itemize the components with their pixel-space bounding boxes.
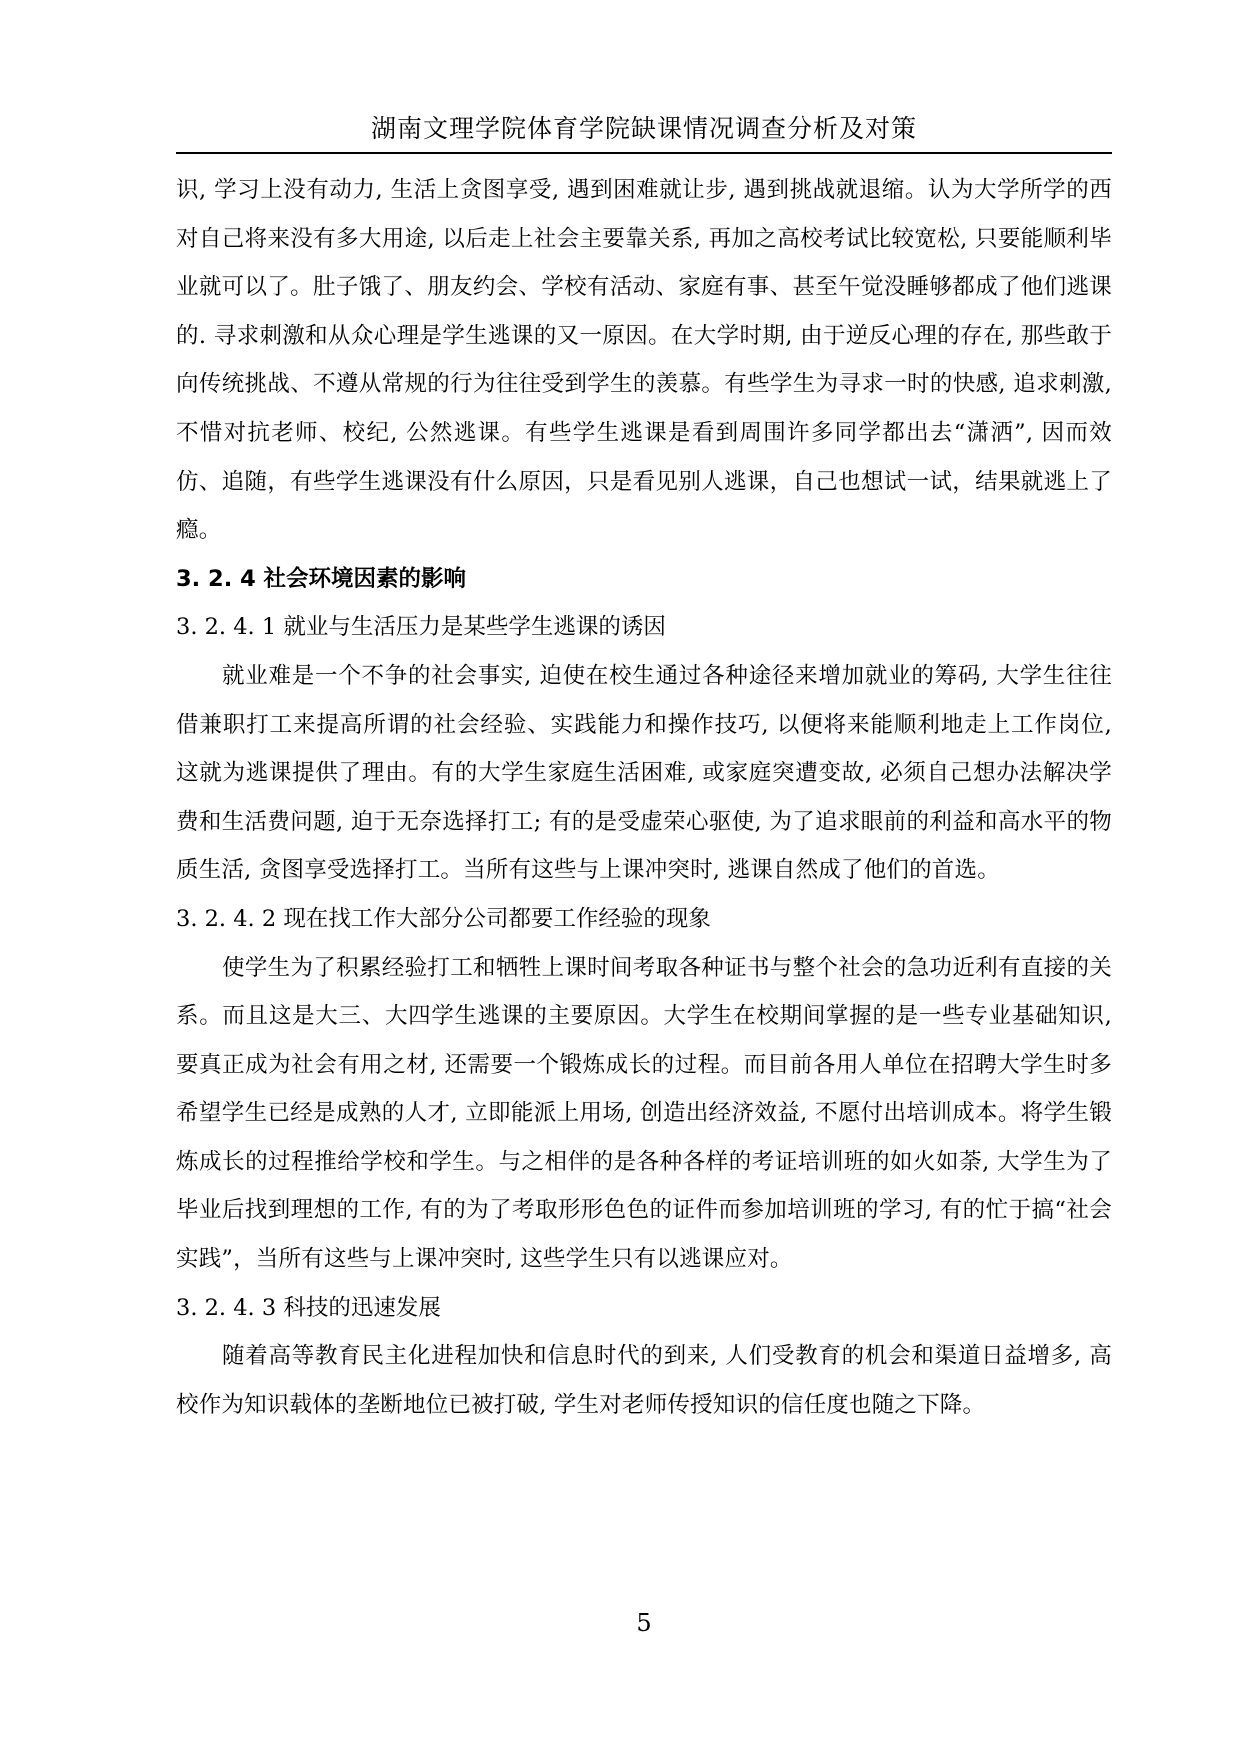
subsection-heading-3-2-4-2: 3. 2. 4. 2 现在找工作大部分公司都要工作经验的现象 <box>176 905 711 932</box>
paragraph-technology: 随着高等教育民主化进程加快和信息时代的到来, 人们受教育的机会和渠道日益增多, 高校作为知识载体的垄断地位已被打破, 学生对老师传授知识的信任度也随之下降。 <box>176 1343 1112 1418</box>
paragraph-employment-pressure: 就业难是一个不争的社会事实, 迫使在校生通过各种途径来增加就业的筹码, 大学生往往借兼职打工来提高所谓的社会经验、实践能力和操作技巧, 以便将来能顺利地走上工作岗位, 这就为逃课提供了理由。有的大学生家庭生活困难, 或家庭突遭变故, 必须自己想办法解决学费和生活费问题, 迫于无奈选择打工; 有的是受虚荣心驱使, 为了追求眼前的利益和高水平的物质生活, 贪图享受选择打工。当所有这些与上课冲突时, 逃课自然成了他们的首选。 <box>176 662 1112 884</box>
header-rule <box>176 152 1112 154</box>
subsection-heading-3-2-4-1: 3. 2. 4. 1 就业与生活压力是某些学生逃课的诱因 <box>176 614 666 641</box>
running-header-title: 湖南文理学院体育学院缺课情况调查分析及对策 <box>370 114 917 143</box>
body-text <box>176 166 1112 1429</box>
paragraph-work-experience: 使学生为了积累经验打工和牺牲上课时间考取各种证书与整个社会的急功近利有直接的关系。而且这是大三、大四学生逃课的主要原因。大学生在校期间掌握的是一些专业基础知识, 要真正成为社会有用之材, 还需要一个锻炼成长的过程。而目前各用人单位在招聘大学生时多希望学生已经是成熟的人才, 立即能派上用场, 创造出经济效益, 不愿付出培训成本。将学生锻炼成长的过程推给学校和学生。与之相伴的是各种各样的考证培训班的如火如荼, 大学生为了毕业后找到理想的工作, 有的为了考取形形色色的证件而参加培训班的学习, 有的忙于搞“社会实践”，当所有这些与上课冲突时, 这些学生只有以逃课应对。 <box>176 954 1112 1273</box>
page-number: 5 <box>636 1609 652 1637</box>
subsection-heading-3-2-4-3: 3. 2. 4. 3 科技的迅速发展 <box>176 1294 441 1321</box>
section-heading-3-2-4: 3. 2. 4 社会环境因素的影响 <box>176 565 467 592</box>
paragraph-continuation: 识, 学习上没有动力, 生活上贪图享受, 遇到困难就让步, 遇到挑战就退缩。认为大学所学的西对自己将来没有多大用途, 以后走上社会主要靠关系, 再加之高校考试比较宽松, 只要能顺利毕业就可以了。肚子饿了、朋友约会、学校有活动、家庭有事、甚至午觉没睡够都成了他们逃课的. 寻求刺激和从众心理是学生逃课的又一原因。在大学时期, 由于逆反心理的存在, 那些敢于向传统挑战、不遵从常规的行为往往受到学生的羡慕。有些学生为寻求一时的快感, 追求刺激, 不惜对抗老师、校纪, 公然逃课。有些学生逃课是看到周围许多同学都出去“潇洒”, 因而效仿、追随，有些学生逃课没有什么原因，只是看见别人逃课，自己也想试一试，结果就逃上了瘾。 <box>176 177 1112 544</box>
